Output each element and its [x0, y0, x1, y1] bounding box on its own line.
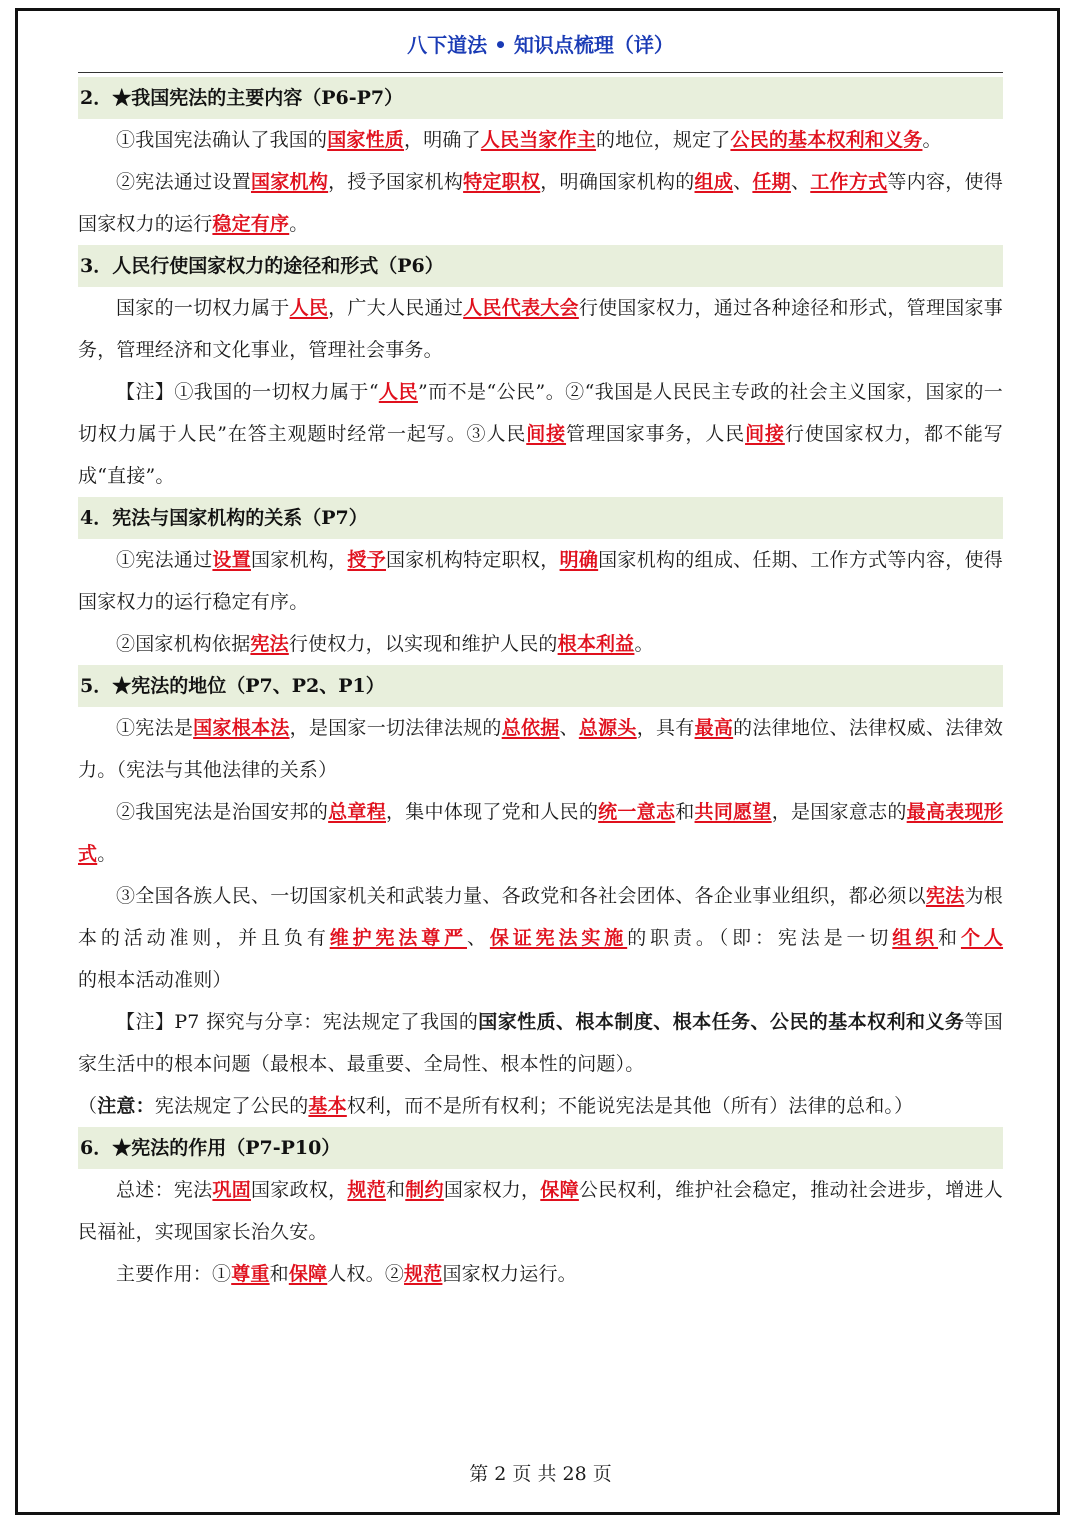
keyword-highlight: 设置 — [212, 549, 251, 571]
keyword-highlight: 巩固 — [212, 1179, 251, 1201]
keyword-highlight: 最高表现形式 — [78, 801, 1004, 865]
text-run: ，授予国家机构 — [328, 171, 464, 193]
text-run: ②国家机构依据 — [116, 633, 251, 655]
keyword-highlight: 规范 — [347, 1179, 386, 1201]
paragraph — [78, 1169, 1003, 1253]
section-heading: 3．人民行使国家权力的途径和形式（P6） — [78, 245, 1003, 287]
keyword-highlight: 工作方式 — [810, 171, 888, 193]
text-run: 国家机构的组成、任期、工作方式等内容，使得国家权力的运行稳定有序。 — [78, 549, 1004, 613]
section — [78, 77, 1003, 245]
paragraph — [78, 119, 1003, 161]
text-run: 和 — [386, 1179, 406, 1201]
text-run: 行使权力，以实现和维护人民的 — [288, 633, 558, 655]
text-run: 的职责。（即：宪法是一切 — [627, 927, 893, 949]
text-run: 主要作用：① — [116, 1263, 232, 1285]
keyword-highlight: 明确 — [559, 549, 599, 571]
text-run: ”而不是“公民”。②“我国是人民民主专政的社会主义国家，国家的一切权力属于人民”在答主观题时经常一起写。③人民 — [78, 381, 1003, 445]
text-run: ①宪法是 — [116, 717, 194, 739]
text-run: 的地位，规定了 — [596, 129, 731, 151]
text-run: ①宪法通过 — [116, 549, 213, 571]
paragraph — [78, 1253, 1003, 1295]
text-run: 【注】P7 探究与分享：宪法规定了我国的 — [116, 1011, 479, 1033]
keyword-highlight: 特定职权 — [463, 171, 541, 193]
text-run: ②宪法通过设置 — [116, 171, 251, 193]
keyword-highlight: 保障 — [288, 1263, 328, 1285]
section — [78, 245, 1003, 497]
paragraph — [78, 1001, 1003, 1085]
text-run: 。 — [289, 213, 309, 235]
text-run: 和 — [675, 801, 695, 823]
page-header-title: 八下道法 • 知识点梳理（详） — [407, 33, 674, 57]
keyword-highlight: 规范 — [404, 1263, 443, 1285]
text-run: 权利，而不是所有权利；不能说宪法是其他（所有）法律的总和。） — [346, 1095, 914, 1117]
paragraph — [78, 623, 1003, 665]
keyword-highlight: 间接 — [745, 423, 785, 445]
keyword-highlight: 制约 — [405, 1179, 444, 1201]
text-run: 和 — [938, 927, 961, 949]
bold-text: 注意： — [97, 1095, 155, 1117]
text-run: ②我国宪法是治国安邦的 — [116, 801, 329, 823]
text-run: 宪法规定了公民的 — [154, 1095, 309, 1117]
keyword-highlight: 总源头 — [578, 717, 637, 739]
text-run: 。 — [97, 843, 117, 865]
keyword-highlight: 国家性质 — [327, 129, 405, 151]
text-run: ，是国家意志的 — [771, 801, 907, 823]
text-run: 国家政权， — [251, 1179, 348, 1201]
header-divider — [78, 72, 1003, 73]
section-heading: 5．★宪法的地位（P7、P2、P1） — [78, 665, 1003, 707]
section — [78, 497, 1003, 665]
keyword-highlight: 宪法 — [250, 633, 289, 655]
text-run: 国家权力运行。 — [442, 1263, 577, 1285]
text-run: 国家机构， — [251, 549, 348, 571]
text-run: 和 — [269, 1263, 289, 1285]
keyword-highlight: 维护宪法尊严 — [329, 927, 467, 949]
text-run: 国家机构特定职权， — [386, 549, 560, 571]
text-run: 管理国家事务，人民 — [566, 423, 746, 445]
text-run: 等国家生活中的根本问题（最根本、最重要、全局性、根本性的问题）。 — [78, 1011, 1003, 1075]
keyword-highlight: 组织 — [892, 927, 939, 949]
keyword-highlight: 人民 — [289, 297, 329, 319]
keyword-highlight: 总章程 — [328, 801, 386, 823]
keyword-highlight: 根本利益 — [557, 633, 635, 655]
bold-text: 国家性质、根本制度、根本任务、公民的基本权利和义务 — [478, 1011, 965, 1033]
paragraph — [78, 875, 1003, 1001]
paragraph — [78, 791, 1003, 875]
text-run: ，是国家一切法律法规的 — [289, 717, 502, 739]
paragraph — [78, 707, 1003, 791]
text-run: （ — [78, 1095, 98, 1117]
text-run: ，具有 — [636, 717, 695, 739]
keyword-highlight: 基本 — [308, 1095, 347, 1117]
keyword-highlight: 公民的基本权利和义务 — [730, 129, 923, 151]
text-run: 人权。② — [327, 1263, 405, 1285]
keyword-highlight: 人民代表大会 — [463, 297, 579, 319]
text-run: 总述：宪法 — [116, 1179, 213, 1201]
keyword-highlight: 统一意志 — [598, 801, 676, 823]
paragraph — [78, 287, 1003, 371]
keyword-highlight: 任期 — [752, 171, 791, 193]
keyword-highlight: 组成 — [694, 171, 734, 193]
text-run: 公民权利，维护社会稳定，推动社会进步，增进人民福祉，实现国家长治久安。 — [78, 1179, 1004, 1243]
keyword-highlight: 人民 — [378, 381, 418, 403]
keyword-highlight: 尊重 — [231, 1263, 270, 1285]
section — [78, 1127, 1003, 1295]
keyword-highlight: 保证宪法实施 — [489, 927, 628, 949]
keyword-highlight: 国家根本法 — [193, 717, 290, 739]
text-run: 、 — [467, 927, 490, 949]
keyword-highlight: 最高 — [694, 717, 734, 739]
paragraph — [78, 371, 1003, 497]
text-run: 行使国家权力，通过各种途径和形式，管理国家事务，管理经济和文化事业，管理社会事务。 — [78, 297, 1004, 361]
text-run: 。 — [922, 129, 942, 151]
text-run: 的根本活动准则） — [78, 969, 232, 991]
text-run: ，明确国家机构的 — [540, 171, 695, 193]
keyword-highlight: 宪法 — [925, 885, 965, 907]
keyword-highlight: 总依据 — [501, 717, 560, 739]
keyword-highlight: 授予 — [347, 549, 386, 571]
section-heading: 4．宪法与国家机构的关系（P7） — [78, 497, 1003, 539]
paragraph — [78, 161, 1003, 245]
text-run: 【注】①我国的一切权力属于“ — [116, 381, 379, 403]
text-run: 为根本的活动准则，并且负有 — [78, 885, 1004, 949]
text-run: 的法律地位、法律权威、法律效力。（宪法与其他法律的关系） — [78, 717, 1004, 781]
paragraph — [78, 539, 1003, 623]
keyword-highlight: 个人 — [960, 927, 1004, 949]
text-run: ③全国各族人民、一切国家机关和武装力量、各政党和各社会团体、各企业事业组织，都必须以 — [116, 885, 926, 907]
keyword-highlight: 国家机构 — [250, 171, 329, 193]
text-run: 。 — [634, 633, 654, 655]
page-number: 第 2 页 共 28 页 — [469, 1463, 612, 1485]
text-run: ，集中体现了党和人民的 — [385, 801, 599, 823]
text-run: ，明确了 — [404, 129, 481, 151]
section-heading: 2．★我国宪法的主要内容（P6-P7） — [78, 77, 1003, 119]
text-run: 、 — [790, 171, 811, 193]
text-run: ，广大人民通过 — [328, 297, 464, 319]
text-run: 、 — [733, 171, 753, 193]
keyword-highlight: 稳定有序 — [212, 213, 290, 235]
section — [78, 665, 1003, 1127]
keyword-highlight: 间接 — [526, 423, 567, 445]
text-run: 行使国家权力，都不能写成“直接”。 — [78, 423, 1003, 487]
section-heading: 6．★宪法的作用（P7-P10） — [78, 1127, 1003, 1169]
text-run: ①我国宪法确认了我国的 — [116, 129, 328, 151]
keyword-highlight: 人民当家作主 — [480, 129, 597, 151]
keyword-highlight: 共同愿望 — [694, 801, 772, 823]
text-run: 等内容，使得国家权力的运行 — [78, 171, 1004, 235]
text-run: 、 — [559, 717, 579, 739]
paragraph — [78, 1085, 1003, 1127]
keyword-highlight: 保障 — [540, 1179, 579, 1201]
document-body — [78, 77, 1003, 1295]
text-run: 国家的一切权力属于 — [116, 297, 290, 319]
text-run: 国家权力， — [443, 1179, 541, 1201]
